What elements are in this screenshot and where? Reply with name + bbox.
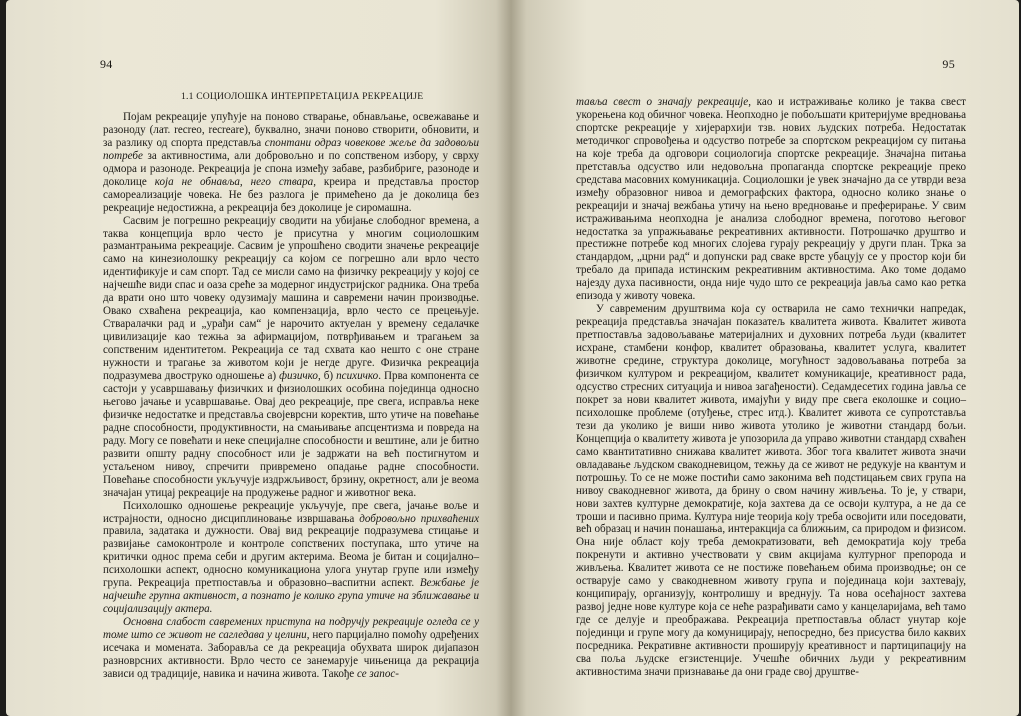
paragraph <box>103 111 479 215</box>
text-run: . Прва компонента се састоји у усавршавању физичких и физиолошких особина појединца односно његово јачање и усавршавање. Овај део рекреације, пре свега, исправља неке физичке недостатке и представља својеврсни коректив, што утиче на повећање радне способности, продуктивности, на смањивање апсцентизма и повреда на раду. Могу се повећати и неке специјалне способности и вештине, али је битно развити општу радну способност или је задржати на већ постигнутом и устаљеном нивоу, спречити привремено опадање радне способности. Повећање способности укључује издржљивост, брзину, окретност, али је веома значајан утицај рекреације на продужење радног и животног века. <box>103 370 479 499</box>
italic-text: психичко <box>336 370 379 383</box>
text-run: , б) <box>317 370 337 383</box>
text-run: , креира и представља простор самореализације човека. Не без разлога је примећено да је доколица без рекреације недостижна, а рекреација без доколице је сиромашна. <box>103 175 479 214</box>
paragraph <box>103 616 479 681</box>
paragraphs <box>103 111 479 681</box>
text-run: Појам рекреације упућује на поново стварање, обнављање, освежавање и разоноду (лат. recreo, recreare), буквално, значи поново створити, обновити, и за разлику од спорта представља <box>103 110 479 149</box>
text-run: правила, задатака и дужности. Овај вид рекреације подразумева стицање и развијање самоконтроле и контроле сопствених поступака, што утиче на критички однос према себи и другим актерима. Веома је битан и социјално–психолошки аспект, односно комуникациона улога унутар групе или између група. Рекреација претпоставља и образовно–васпитни аспект. <box>103 525 479 590</box>
italic-text: се запос- <box>356 667 399 680</box>
page-body <box>576 96 966 679</box>
paragraph <box>103 500 479 617</box>
left-page <box>6 0 511 716</box>
text-run: Сасвим је погрешно рекреацију сводити на убијање слободног времена, а таква концепција врло често је присутна у многим социолошким размантрањима рекреације. Сасвим је упрошћено сводити значење рекреације само на кинезиолошку рекреацију са којом се погрешно али врло често идентификује и сам спорт. Тад се мисли само на физичку рекреацију у којој се најчешће види спас и оаза среће за модерног индустријског радника. Она треба да врати оно што човеку одузимају машина и савремени начин производње. Овако схваћена рекреација, као компензација, врло често се прецењује. Стваралачки рад и „урађи сам“ је нарочито актуелан у времену седалачке цивилизације као тежња за афирмацијом, потврђивањем и трагањем за сопственим идентитетом. Рекреација се тад схвата као нешто с оне стране нужности и трагање за животом који је негде друге. Физичка рекреација подразумева двоструко одношење а) <box>103 214 479 383</box>
italic-text: физичко <box>279 370 318 383</box>
italic-text: Вежбање је најчешће групна активност, а познато је колико група утиче на зближавање и социјализацију актера. <box>103 577 480 616</box>
text-run: Психолошко одношење рекреације укључује, пре свега, јачање воље и истрајности, односно дисциплиновање извршавања <box>103 499 479 525</box>
text-run: за активностима, али добровољно и по сопственом избору, у сврху одмора и разоноде. Рекреација је спона између забаве, разбибриге, разоноде и доколице <box>103 149 479 188</box>
page-body <box>103 91 479 681</box>
paragraph <box>576 303 966 679</box>
page-number: 94 <box>100 57 113 71</box>
italic-text: спонтани одраз човекове жеље да задовољи потребе <box>103 136 479 162</box>
text-run: , као и истраживање колико је таква свест укорењена код обичног човека. Неопходно је побољшати критеријуме вредновања спортске рекреације у хијерархији тзв. нових људских потреба. Недостатак методичког спровођења и одсуство потребе за спортском рекреацијом су питања на које треба да одговори социологија спортске рекреације. Значајна питања претставља одсуство или недовољна пропаганда спортске рекреације преко средстава масовних комуникација. Социолошки је увек значајно да се утврди веза између образовног нивоа и демографских фактора, односно колико знање о рекреацији и значај вежбања утичу на њено вредновање и преферирање. У свим истраживањима неопходна је анализа слободног времена, поготово његовог недостатка за упражњавање рекреативних активности. Потрошачко друштво и престижне потребе код многих слојева гурају рекреацију у други план. Трка за стандардом, „црни рад“ и допунски рад сваке врсте убацују се у простор који би требало да припада истинским рекреативним активностима. Ако томе додамо најезду духа пасивности, онда није чудо што се рекреација јавља само као ретка епизода у животу човека. <box>576 96 966 303</box>
italic-text: која не обнавља, него ствара <box>154 175 314 188</box>
italic-text: тавља свест о значају рекреације <box>576 96 749 108</box>
right-page <box>511 0 1019 716</box>
page-number: 95 <box>942 57 955 71</box>
book-spread <box>6 0 1019 716</box>
section-heading: 1.1 СОЦИОЛОШКА ИНТЕРПРЕТАЦИЈА РЕКРЕАЦИЈЕ <box>181 91 424 102</box>
italic-text: Основна слабост савремених приступа на подручју рекреације огледа се у томе што се живот не сагледава у целини <box>103 616 479 642</box>
text-run: , него парцијално помоћу одређених исечака и момената. Заборавља се да рекреација обухвата широк дијапазон разноврсних активности. Врло често се занемарује чињеница да рекрација зависи од традиције, навика и начина живота. Такође <box>103 629 479 680</box>
paragraph <box>576 96 966 303</box>
paragraph <box>103 215 479 500</box>
italic-text: добровољно прихваћених <box>359 512 480 525</box>
paragraphs <box>576 96 966 679</box>
text-run: У савременим друштвима која су остварила не само технички напредак, рекреација представља значајан показатељ квалитета живота. Квалитет живота претпоставља задовољавање материјалних и духовних потреба људи (квалитет исхране, стамбени конфор, квалитет образовања, квалитет услуга, квалитет животне средине, структура доколице, могућност задовољавања потреба за физичком културом и рекреацијом, квалитет комуникације, креативност рада, одсуство стресних ситуација и нивоа загађености). Седамдесетих година јавља се покрет за нови квалитет живота, имајући у виду пре свега еколошке и социо–психолошке проблеме (отуђење, стрес итд.). Квалитет живота се супротставља тези да уколико је виши ниво живота утолико је животни стандард бољи. Концепција о квалитету живота је упозорила да управо животни стандард схваћен само квантитативно снижава квалитет живота. Због тога квалитет живота значи овладавање људском свакодневицом, тежњу да се живот не редукује на квантум и потрошњу. То се не може постићи само законима већ подстицањем свих група на нивоу свакодневног живота, да брину о свом начину живљења. То је, у ствари, нови захтев културне демократије, која захтева да се освоји култура, а не да се троши и пасивно прима. Култура није теорија коју треба освојити или поседовати, већ образац и начин понашања, интеракција са ближњим, са природом и физисом. Она није област коју треба демократизовати, већ демократија коју треба покренути и активно учествовати у свим акцијама културног препорода и живљења. Квалитет живота се не постиже повећањем обима производње; он се остварује само у свакодневном животу група и појединаца који захтевају, конципирају, организују, контролишу и вреднују. Та нова осећајност захтева развој једне нове културе која се неће разрађивати само у канцеларијама, већ тамо где се делује и преображава. Рекреација претпоставља област унутар које појединци и групе могу да комуницирају, непосредно, без присуства било каквих посредника. Рекративне активности проширују креативност и партиципацију на сва поља људске егзистенције. Учешће обичних људи у рекреативним активностима значи признавање да они граде свој друштве- <box>576 303 966 678</box>
